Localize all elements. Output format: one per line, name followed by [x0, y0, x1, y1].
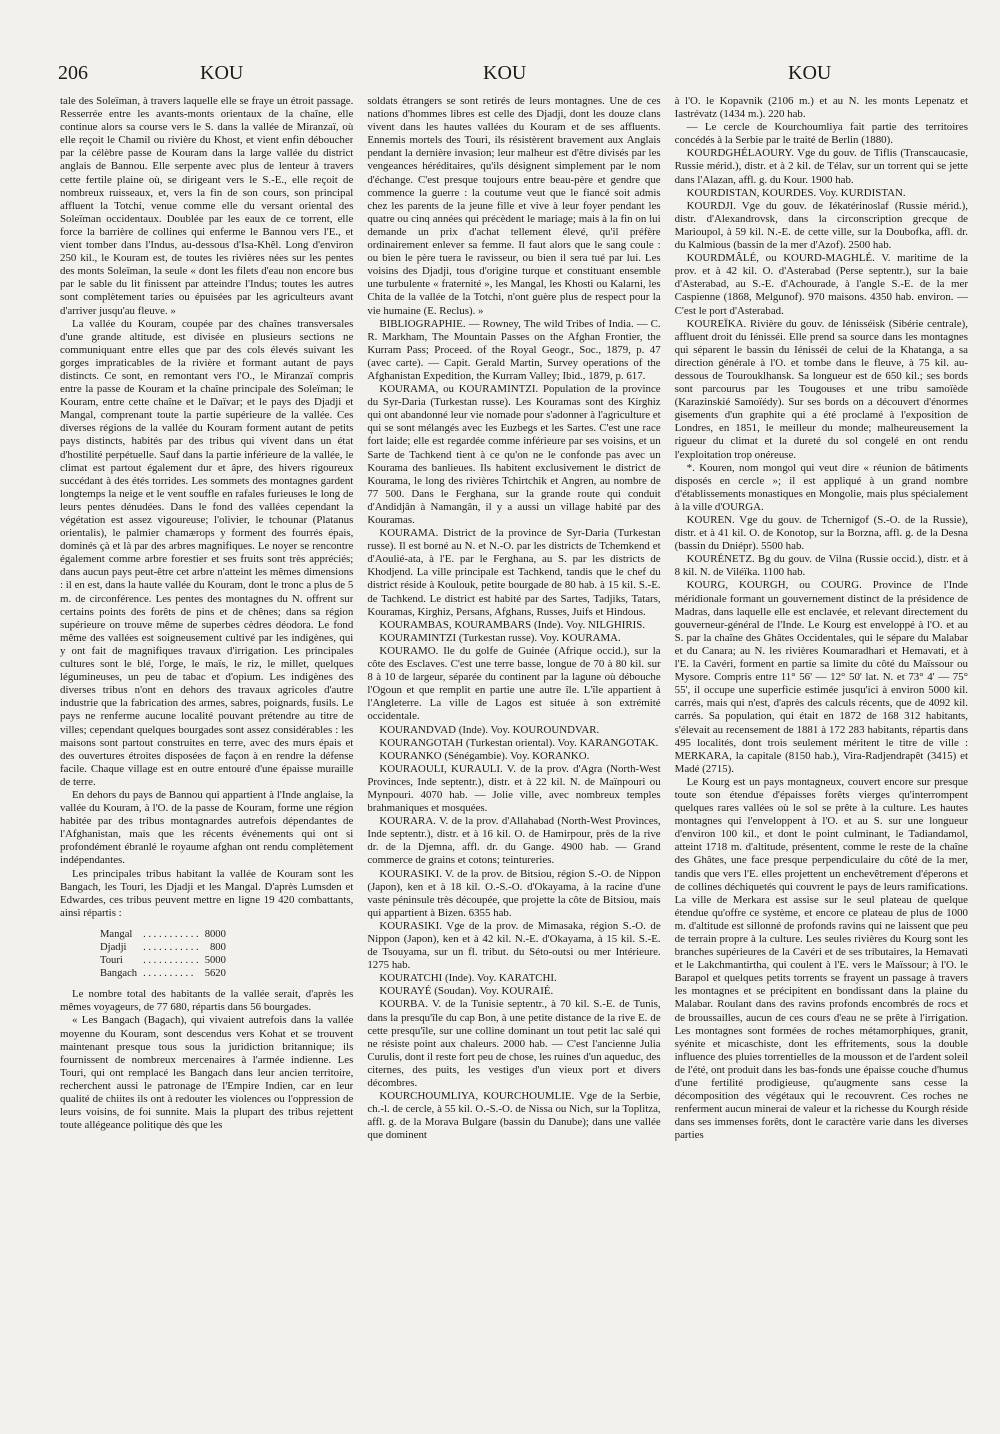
tribe-count: 8000 [204, 928, 226, 940]
entry-kouraouli: KOURAOULI, KURAULI. V. de la prov. d'Agra (North-West Provinces, Inde septentr.), distr. et à 22 kil. N. de Maïnpouri ou Mynpouri. 4070 hab. — Jolie ville, avec nombreux temples brahmaniques et mosquées. [367, 762, 661, 815]
leader-dots: . . . . . . . . . . . [143, 928, 199, 940]
table-row [100, 967, 232, 980]
population-table [100, 928, 232, 980]
entry-kourama-district: KOURAMA. District de la province de Syr-Daria (Turkestan russe). Il est borné au N. et N.-O. par les districts de Tchemkend et d'Aoulié-ata, à l'E. par le Ferghana, au S. par les districts de Khodjend. La ville principale est Tachkend, tandis que le chef du district réside à Koulouk, petite bourgade de 80 hab. à 15 kil. S.-E. de Tachkend. Le district est habité par des Sartes, Tadjiks, Tatars, Kouramas, Kirghiz, Persans, Afghans, Russes, Juifs et Hindous. [367, 527, 661, 618]
leader-dots: . . . . . . . . . . . [143, 942, 199, 953]
paragraph: à l'O. le Kopavnik (2106 m.) et au N. les monts Lepenatz et Iastrévatz (1434 m.). 220 hab. [674, 95, 968, 121]
entry-kourasiki-2: KOURASIKI. Vge de la prov. de Mimasaka, région S.-O. de Nippon (Japon), ken et à 42 kil. N.-E. d'Okayama, à 15 kil. S.-E. de Tsouyama, sur un fl. tribut. du Séto-outsi ou mer Intérieure. 1275 hab. [367, 919, 661, 972]
paragraph: « Les Bangach (Bagach), qui vivaient autrefois dans la vallée moyenne du Kouram, sont descendus vers Kohat et se trouvent maintenant presque tous sous la juridiction britannique; ils fournissent de nombreux mercenaires à l'armée indienne. Les Touri, qui ont remplacé les Bangach dans leur ancien territoire, recherchent aussi le patronage de l'Empire Indien, car en leur qualité de chiites ils ont à redouter les violences ou l'oppression de leurs voisins, de foi sunnite. Mais la plupart des tribus rejettent toute allégeance politique dès que les [60, 1014, 354, 1132]
entry-kourasiki-1: KOURASIKI. V. de la prov. de Bitsiou, région S.-O. de Nippon (Japon), ken et à 18 kil. O.-S.-O. d'Okayama, à la racine d'une vaste péninsule très découpée, que projette la côte de Bitsiou, mais qui appartient à Bizen. 6355 hab. [367, 867, 661, 919]
tribe-count: 5620 [204, 968, 226, 980]
entry-kouramintzi: KOURAMINTZI (Turkestan russe). Voy. KOURAMA. [379, 631, 621, 644]
running-head-left: KOU [200, 62, 244, 84]
tribe-name: Bangach [100, 968, 138, 980]
entry-kourdistan: KOURDISTAN, KOURDES. Voy. KURDISTAN. [686, 186, 906, 199]
leader-dots: . . . . . . . . . . . [143, 955, 199, 967]
entry-kourandvad: KOURANDVAD (Inde). Voy. KOUROUNDVAR. [379, 723, 600, 736]
paragraph: En dehors du pays de Bannou qui appartient à l'Inde anglaise, la vallée du Kouram, à l'O. de la passe de Kouram, forme une région habitée par des tribus montagnardes autrefois dépendantes de l'Afghanistan, mais que les récents événements qui ont si profondément ébranlé le royaume afghan ont rendu complètement indépendantes. [60, 788, 354, 867]
page-number: 206 [58, 62, 88, 84]
entry-kourambas: KOURAMBAS, KOURAMBARS (Inde). Voy. NILGHIRIS. [379, 618, 646, 631]
tribe-count: 800 [210, 942, 226, 953]
paragraph: La vallée du Kouram, coupée par des chaînes transversales d'une grande altitude, est divisée en plusieurs sections ne communiquant entre elles que par des cols élevés suivant les gorges impraticables de la rivière et formant autant de pays distincts. Ce sont, en remontant vers l'O., le Miranzaï compris entre la passe de Kouram et la chaîne principale des Soleïman; le Kouram, entre cette chaîne et le Daïvar; et le pays des Djadji et Mangal, comprenant toute la partie supérieure de la vallée. Ces diverses régions de la vallée du Kouram forment autant de petits pays distincts, habités par des tribus qui vivent dans un état d'hostilité perpétuelle. Sauf dans la partie inférieure de la vallée, le climat est partout également dur et âpre, des hivers rigoureux succédant à des étés torrides. Les sommets des montagnes gardent longtemps la neige et le vent souffle en rafales furieuses le long de leurs pentes dénudées. Dans le fond des vallées cependant la végétation est assez vigoureuse; l'olivier, le tchounar (Platanus orientalis), le palmier chamærops y forment des fourrés épais, dominés çà et là par des arbres magnifiques. Le noyer se rencontre également comme arbre forestier et ses fruits sont très appréciés; dans aucun pays peut-être cet arbre n'atteint les mêmes dimensions : il en est, dans la haute vallée du Kouram, dont le tronc a plus de 5 m. de circonférence. Les pentes des montagnes du N. offrent sur certains points des forêts de pins et de chênes; dans sa région supérieure on trouve même de superbes cèdres déodora. Le fond même des vallées est soigneusement cultivé par les indigènes, qui y ont fait de magnifiques travaux d'irrigation. Les principales cultures sont le blé, l'orge, le maïs, le riz, le millet, quelques légumineuses, un peu de tabac et d'opium. Les indigènes des diverses tribus n'ont en dehors des travaux agricoles d'autre industrie que la fabrication des armes, sabres, poignards, fusils. Le pays ne renferme aucune localité pouvant prétendre au titre de villes; cependant quelques bourgades sont assez considérables : les maisons sont partout construites en terre, avec des murs épais et des ouvertures étroites disposées de façon à en rendre la défense facile. Chaque village est en outre entouré d'une épaisse muraille de terre. [60, 317, 354, 788]
tribe-name: Djadji [100, 942, 127, 953]
entry-kourangotah: KOURANGOTAH (Turkestan oriental). Voy. KARANGOTAK. [379, 736, 659, 749]
running-head-right: KOU [788, 62, 832, 84]
entry-kourara: KOURARA. V. de la prov. d'Allahabad (North-West Provinces, Inde septentr.), distr. et à 16 kil. O. de Hamirpour, près de la rive dr. de la Djemna, affl. dr. du Gange. 4900 hab. — Grand commerce de grains et cotons; teintureries. [367, 815, 661, 867]
entry-kouratchi: KOURATCHI (Inde). Voy. KARATCHI. [379, 972, 557, 985]
tribe-name: Touri [100, 955, 123, 967]
running-head-center: KOU [483, 62, 527, 84]
bibliography: BIBLIOGRAPHIE. — Rowney, The wild Tribes of India. — C. R. Markham, The Mountain Passes on the Afghan Frontier, the Kurram Pass; Proceed. of the Royal Geogr., Soc., 1879, p. 47 (avec carte). — Capit. Gerald Martin, Survey operations of the Afghanistan Expedition, the Kurram Valley; Ibid., 1879, p. 617. [367, 317, 661, 382]
entry-kourg: KOURG, KOURGH, ou COURG. Province de l'Inde méridionale formant un gouvernement distinct de la présidence de Madras, dans laquelle elle est enclavée, et relevant directement du gouverneur-général de l'Inde. Le Kourg est enveloppé à l'O. et au S. par la chaîne des Ghâtes Occidentales, qui le sépare du Malabar et du Canara; au N. les rivières Koumaradhari et Hemavati, et à l'E. la Cavéri, forment en partie sa limite du côté du Maïssour ou Mysore. Compris entre 11° 56' — 12° 50' lat. N. et 73° 4' — 75° 55', il occupe une superficie estimée jusqu'ici à environ 5000 kil. carrés, mais qui n'est, d'après des calculs récents, que de 4092 kil. carrés. Sa population, qui était en 1872 de 168 312 habitants, s'élevait au recensement de 1881 à 172 283 habitants, répartis dans 495 localités, dont trois seulement méritent le titre de ville : MERKARA, la capitale (8150 hab.), Vira-Radjendrapêt (3415) et Madé (2715). [674, 579, 968, 775]
entry-koureika: KOUREÏKA. Rivière du gouv. de Iénisséisk (Sibérie centrale), affluent droit du Iénisséi. Elle prend sa source dans les montagnes qui séparent le bassin du Iénisséi de celui de la Khatanga, a sa direction générale à l'O. et tombe dans le fleuve, à 75 kil. au-dessous de Tourouklhansk. Sa longueur est de 650 kil.; ses bords sont parcourus par les Tougouses et une tribu samoïède (Karazinskié Samoïédy). Sur ses bords on a découvert d'énormes gisements d'un graphite qui a été proclamé à l'exposition de Londres, en 1851, le meilleur du monde; malheureusement la rigueur du climat et la dureté du sol congelé en ont rendu l'exploitation trop onéreuse. [674, 317, 968, 461]
paragraph: soldats étrangers se sont retirés de leurs montagnes. Une de ces nations d'hommes libres est celle des Djadji, dont les douze clans vivent dans les hautes vallées du Kouram et de ses affluents. Ennemis mortels des Touri, ils résistèrent bravement aux Anglais pendant la dernière invasion; leur malheur est d'être divisés par les vengeances héréditaires, qu'ils désignent simplement par le nom d'échange. C'est presque toujours entre beau-père et gendre que commence la guerre : la coutume veut que le fiancé soit admis chez les parents de la jeune fille et vive à leur foyer pendant les quatre ou cinq années qui précèdent le mariage; mais à la fin on lui demande un prix d'achat tellement élevé, qu'il préfère ordinairement enlever sa femme. Il faut alors que le sang coule : ou bien le père tuera le ravisseur, ou bien il sera tué par lui. Les voisins des Djadji, tous d'origine turque et constituant ensemble une turbulente « fraternité », les Mangal, les Khosti ou Kalarni, les Chita de la vallée de la Totchi, n'ont guère plus de respect pour la vie humaine (E. Reclus). » [367, 95, 661, 317]
paragraph: — Le cercle de Kourchoumliya fait partie des territoires concédés à la Serbie par le traité de Berlin (1880). [674, 121, 968, 147]
entry-kourama-population: KOURAMA, ou KOURAMINTZI. Population de la province du Syr-Daria (Turkestan russe). Les Kouramas sont des Kirghiz qui ont abandonné leur vie nomade pour s'adonner à l'agriculture et qui se sont mélangés avec les Euzbegs et les Sartes. C'est une race fort laide; elle est regardée comme inférieure par ses voisins, et un Sarte de Tachkend tient à ce qu'on ne le confonde pas avec un Kourama des banlieues. Ils habitent exclusivement le district de Kourama, le long des rivières Tchirtchik et Angren, au nombre de 77 500. Dans le Ferghana, sur la grande route qui conduit d'Andidjân à Namangân, il y a aussi un village habité par des Kouramas. [367, 383, 661, 526]
entry-kouranko: KOURANKO (Sénégambie). Voy. KORANKO. [379, 749, 590, 762]
table-row [100, 954, 232, 967]
entry-kouramo: KOURAMO. Ile du golfe de Guinée (Afrique occid.), sur la côte des Esclaves. C'est une terre basse, longue de 70 à 80 kil. sur 8 à 10 de largeur, séparée du continent par la lagune où débouche l'Ogoun et que remplit en partie une autre île. L'île appartient à l'Angleterre. La ville de Lagos est située à son extrémité occidentale. [367, 644, 661, 723]
leader-dots: . . . . . . . . . . [143, 968, 194, 980]
entry-kourchoumliya: KOURCHOUMLIYA, KOURCHOUMLIE. Vge de la Serbie, ch.-l. de cercle, à 55 kil. O.-S.-O. de Nissa ou Nich, sur la Toplitza, affl. g. de la Morava Bulgare (bassin du Danube); dans une vallée que dominent [367, 1090, 661, 1142]
entry-kouraye: KOURAYÉ (Soudan). Voy. KOURAIÉ. [379, 985, 554, 998]
tribe-count: 5000 [204, 955, 226, 967]
entry-kourdghelaoury: KOURDGHÉLAOURY. Vge du gouv. de Tiflis (Transcaucasie, Russie mérid.), distr. et à 2 kil. de Télav, sur un torrent qui se jette dans l'Alazan, affl. g. du Kour. 1900 hab. [674, 147, 968, 186]
table-row [100, 941, 232, 954]
paragraph: Le Kourg est un pays montagneux, couvert encore sur presque toute son étendue d'épaisses forêts vierges qu'interrompent quelques rares vallées où le sol se prête à la culture. Les hautes montagnes qui l'enveloppent à l'O. et au S. sur une longueur d'environ 100 kil., et dont le point culminant, le Tadiandamol, atteint 1718 m. d'altitude, présentent, comme le reste de la chaîne des Ghâtes, une face presque perpendiculaire du côté de la mer, tandis que vers l'E. elles projettent un enchevêtrement d'éperons et de collines déchiquetés qui couvrent le pays de leurs ramifications. La ville de Merkara est assise sur le seul plateau de quelque étendue qu'offre ce système, et encore ce plateau de plus de 1000 m. d'altitude est sillonné de profonds ravins qui ne laissent que peu de terrain propre à la culture. Les seules rivières du Kourg sont les branches supérieures de la Cavéri et de ses tributaires, la Hemavati et le Lakchmantirtha, qui coulent à l'E. vers le Maïssour; à l'O. le Barapol et quelques petits torrents se frayent un passage à travers les montagnes et se précipitent en bondissant dans la plaine du Malabar. Roulant dans des ravins profonds encombrés de rocs et de broussailles, aucun de ces cours d'eau ne se prête à l'irrigation. Les montagnes sont formées de roches métamorphiques, granit, syénite et micaschiste, dont les effritements, sous la double influence des pluies torrentielles de la mousson et de l'ardent soleil de l'été, ont produit dans les bas-fonds une épaisse couche d'humus d'une fertilité prodigieuse, qu'augmente sans cesse la décomposition des végétaux qui le recouvrent. Ces roches ne renferment aucun minerai de valeur et la richesse du Kourgh réside dans ses immenses forêts, dont le caractère varie dans les diverses parties [674, 775, 968, 1142]
entry-kourdji: KOURDJI. Vge du gouv. de Iékatérinoslaf (Russie mérid.), distr. d'Alexandrovsk, dans la circonscription grecque de Marioupol, à 59 kil. N.-E. de cette ville, sur la Doubofka, affl. dr. du Kalmious (bassin de la mer d'Azof). 2500 hab. [674, 199, 968, 252]
column-1 [60, 95, 353, 1426]
paragraph: tale des Soleïman, à travers laquelle elle se fraye un étroit passage. Resserrée entre les avants-monts orientaux de la chaîne, elle continue alors sa course vers le S. dans la vallée de Miranzaï, où elle reçoit le Chamil ou rivière du Khost, et vient enfin déboucher par la célèbre passe de Kouram dans la large vallée du district anglais de Bannou. Elle serpente avec plus de lenteur à travers cette fertile plaine où, se dirigeant vers le S.-E., elle reçoit de nombreux ruisseaux, et, vers la fin de son cours, son principal affluent la Totchi, venue comme elle du versant oriental des Soleïman occidentaux. Doublée par les eaux de ce torrent, elle force la barrière de collines qui enferme le Bannou vers l'E., et vient tomber dans l'Indus, au-dessous d'Isa-Khêl. Long d'environ 250 kil., le Kouram est, de toutes les rivières nées sur les pentes des monts Soleïman, la seule « dont les filets d'eau non encore bus par le sable du lit finissent par atteindre l'Indus; toutes les autres sont complètement taries ou épuisées par les agriculteurs avant d'arriver jusqu'au fleuve. » [60, 95, 354, 317]
table-row [100, 928, 232, 941]
paragraph: Le nombre total des habitants de la vallée serait, d'après les mêmes voyageurs, de 77 680, répartis dans 56 bourgades. [60, 988, 354, 1014]
entry-kourba: KOURBA. V. de la Tunisie septentr., à 70 kil. S.-E. de Tunis, dans la presqu'île du cap Bon, à une petite distance de la rive E. de cette presqu'île, sur une colline dominant un tout petit lac salé qui ne résiste point aux chaleurs. 2000 hab. — C'est l'ancienne Julia Curulis, dont il reste fort peu de chose, les ruines d'un aqueduc, des citernes, des puits, les vestiges d'un vieux port et divers décombres. [367, 998, 661, 1090]
column-2 [367, 95, 660, 1426]
entry-kourdmale: KOURDMÂLÉ, ou KOURD-MAGHLÉ. V. maritime de la prov. et à 42 kil. O. d'Asterabad (Perse septentr.), sur la baie d'Asterabad, au S.-E. d'Achourade, à l'angle S.-E. de la mer Caspienne (1868, Melgunof). 970 maisons. 4350 hab. environ. — C'est le port d'Asterabad. [674, 252, 968, 317]
entry-kouren: KOUREN. Vge du gouv. de Tchernigof (S.-O. de la Russie), distr. et à 41 kil. O. de Konotop, sur la Borzna, affl. g. de la Desna (bassin du Dniépr). 5500 hab. [674, 514, 968, 553]
column-3 [675, 95, 968, 1426]
tribe-name: Mangal [100, 928, 133, 940]
text-columns [60, 95, 968, 1426]
entry-kourenetz: KOURÉNETZ. Bg du gouv. de Vilna (Russie occid.), distr. et à 8 kil. N. de Viléïka. 1100 hab. [674, 553, 968, 579]
note-kouren: *. Kouren, nom mongol qui veut dire « réunion de bâtiments disposés en cercle »; il est appliqué à un grand nombre d'établissements monastiques en Mongolie, mais plus spécialement à la ville d'OURGA. [674, 461, 968, 513]
paragraph: Les principales tribus habitant la vallée de Kouram sont les Bangach, les Touri, les Djadji et les Mangal. D'après Lumsden et Edwardes, ces tribus peuvent mettre en ligne 19 420 combattants, ainsi répartis : [60, 867, 354, 919]
